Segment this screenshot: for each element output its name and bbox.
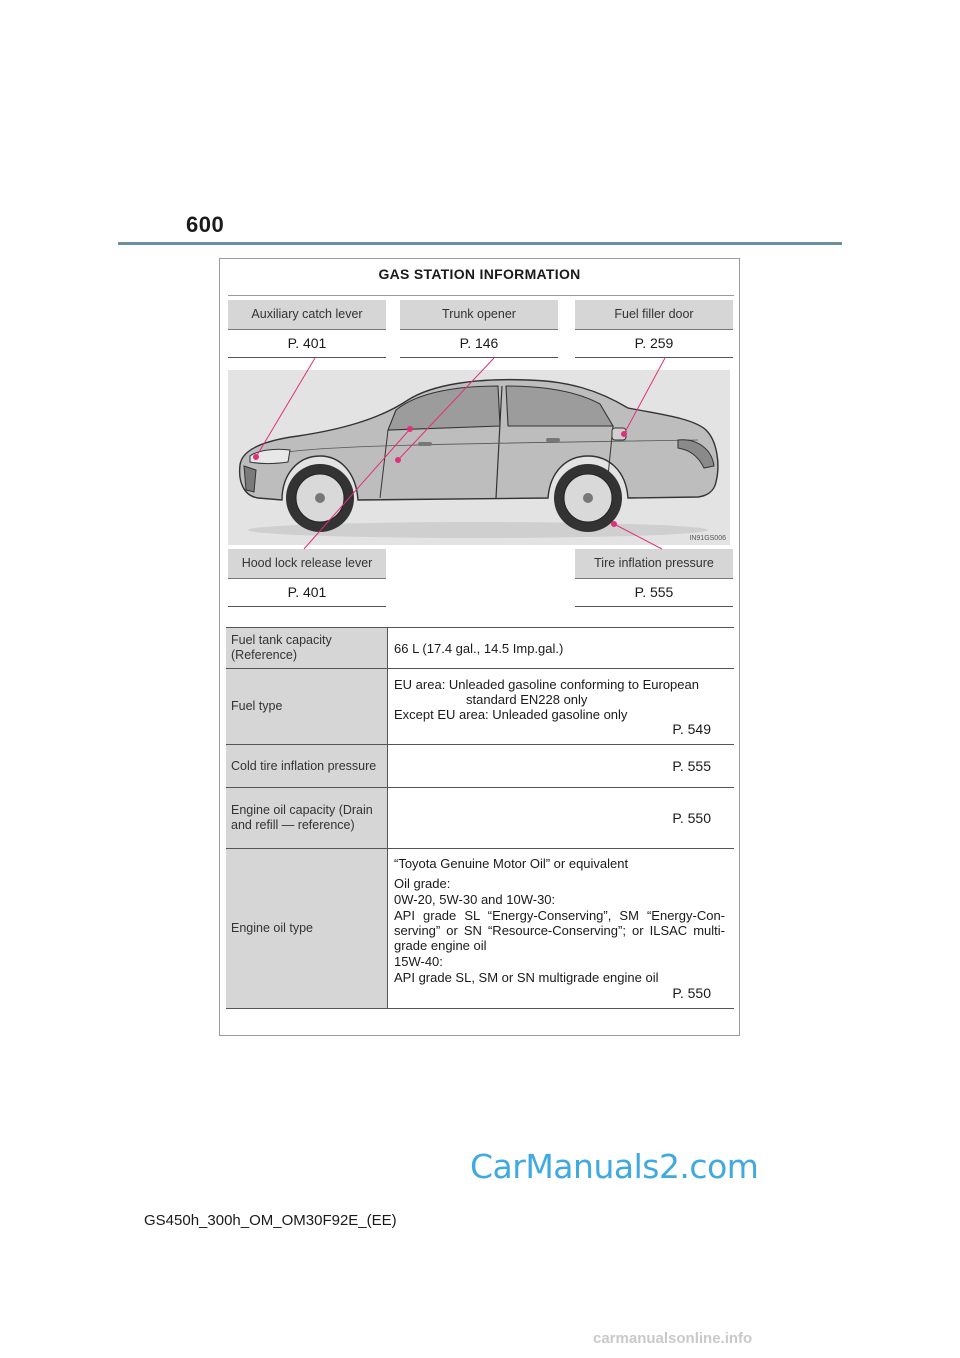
page-reference-link[interactable]: P. 146 [400, 330, 558, 358]
watermark-logo: CarManuals2.com [470, 1147, 759, 1186]
callout-fuel-filler-door [575, 300, 733, 358]
callout-auxiliary-catch-lever [228, 300, 386, 358]
row-label: Fuel tank capacity (Reference) [226, 628, 388, 669]
page-reference-link[interactable]: P. 401 [228, 330, 386, 358]
table-row-engine-oil-type [226, 849, 734, 1009]
table-row-fuel-type [226, 669, 734, 745]
page-reference-link[interactable]: P. 549 [672, 720, 711, 737]
callout-label: Trunk opener [400, 300, 558, 330]
callout-hood-lock-release-lever [228, 549, 386, 607]
fuel-type-eu-line-cont: standard EN228 only [466, 691, 588, 707]
row-label: Engine oil type [226, 849, 388, 1009]
page-reference-link[interactable]: P. 555 [575, 579, 733, 607]
callout-label: Tire inflation pressure [575, 549, 733, 579]
page-reference-link[interactable]: P. 550 [672, 809, 711, 826]
row-value [388, 745, 735, 788]
page-reference-link[interactable]: P. 555 [672, 757, 711, 774]
header-rule [118, 242, 842, 245]
row-label: Fuel type [226, 669, 388, 745]
oil-grade-spec-1: API grade SL “Energy-Conserving”, SM “Energy-Con- serving” or SN “Resource-Conserving”; or ILSAC multi- grade engine oil [394, 908, 725, 953]
panel-title-divider [228, 295, 734, 296]
fuel-type-non-eu-line: Except EU area: Unleaded gasoline only [394, 706, 628, 722]
car-side-view-icon [228, 370, 730, 545]
document-footer-code: GS450h_300h_OM_OM30F92E_(EE) [144, 1212, 397, 1229]
panel-title: GAS STATION INFORMATION [378, 266, 581, 282]
row-value [388, 788, 735, 849]
page-reference-link[interactable]: P. 550 [672, 985, 711, 1001]
oil-viscosity-group-1: 0W-20, 5W-30 and 10W-30: [394, 892, 556, 907]
row-value [388, 849, 735, 1009]
callout-label: Fuel filler door [575, 300, 733, 330]
table-row-cold-tire [226, 745, 734, 788]
page-number: 600 [186, 212, 225, 237]
row-label: Engine oil capacity (Drain and refill — reference) [226, 788, 388, 849]
oil-grade-heading: Oil grade: [394, 876, 451, 891]
callout-trunk-opener [400, 300, 558, 358]
watermark-site: carmanualsonline.info [593, 1330, 753, 1347]
oil-recommendation: “Toyota Genuine Motor Oil” or equivalent [394, 856, 629, 871]
row-value [388, 669, 735, 745]
oil-grade-spec-2: API grade SL, SM or SN multigrade engine oil [394, 970, 659, 985]
table-row-fuel-tank [226, 628, 734, 669]
callout-label: Hood lock release lever [228, 549, 386, 579]
row-label: Cold tire inflation pressure [226, 745, 388, 788]
fuel-type-eu-line: EU area: Unleaded gasoline conforming to European [394, 676, 699, 692]
row-value: 66 L (17.4 gal., 14.5 Imp.gal.) [388, 628, 735, 669]
table-row-engine-oil-capacity [226, 788, 734, 849]
callout-tire-inflation-pressure [575, 549, 733, 607]
page-reference-link[interactable]: P. 401 [228, 579, 386, 607]
page-reference-link[interactable]: P. 259 [575, 330, 733, 358]
image-code: IN91GS006 [689, 535, 726, 542]
oil-viscosity-group-2: 15W-40: [394, 954, 443, 969]
specification-table [226, 627, 734, 1009]
car-illustration [228, 370, 730, 545]
callout-label: Auxiliary catch lever [228, 300, 386, 330]
